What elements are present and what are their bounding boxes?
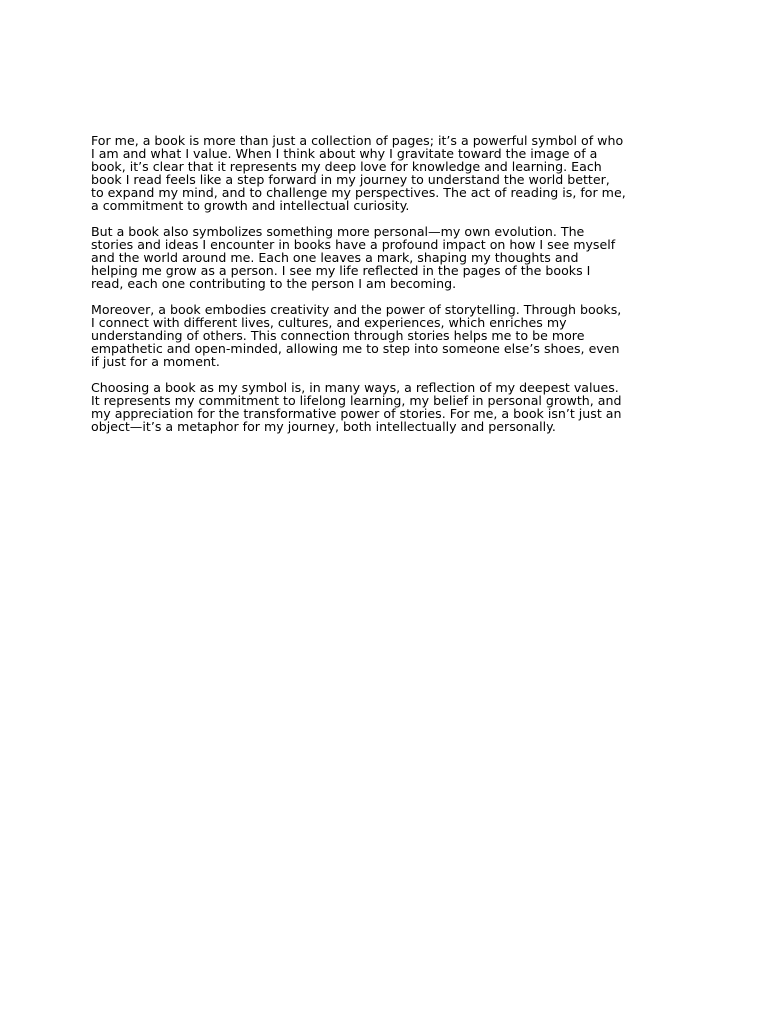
text-line: empathetic and open-minded, allowing me to step into someone else’s shoes, even xyxy=(91,341,620,356)
text-line: understanding of others. This connection through stories helps me to be more xyxy=(91,328,585,343)
text-line: stories and ideas I encounter in books have a profound impact on how I see myself xyxy=(91,237,616,252)
paragraph-4 xyxy=(91,381,691,433)
paragraph-1 xyxy=(91,134,691,212)
text-line: my appreciation for the transformative power of stories. For me, a book isn’t just an xyxy=(91,406,622,421)
text-line: It represents my commitment to lifelong learning, my belief in personal growth, and xyxy=(91,393,622,408)
text-line: book I read feels like a step forward in my journey to understand the world better, xyxy=(91,172,610,187)
text-line: I am and what I value. When I think about why I gravitate toward the image of a xyxy=(91,146,598,161)
text-line: Choosing a book as my symbol is, in many ways, a reflection of my deepest values. xyxy=(91,380,619,395)
text-line: Moreover, a book embodies creativity and the power of storytelling. Through books, xyxy=(91,302,622,317)
text-line: to expand my mind, and to challenge my perspectives. The act of reading is, for me, xyxy=(91,185,626,200)
paragraph-2 xyxy=(91,225,691,290)
document-body xyxy=(91,134,691,446)
text-line: a commitment to growth and intellectual curiosity. xyxy=(91,198,410,213)
text-line: object—it’s a metaphor for my journey, both intellectually and personally. xyxy=(91,419,556,434)
text-line: I connect with different lives, cultures, and experiences, which enriches my xyxy=(91,315,567,330)
text-line: and the world around me. Each one leaves a mark, shaping my thoughts and xyxy=(91,250,579,265)
text-line: read, each one contributing to the person I am becoming. xyxy=(91,276,457,291)
paragraph-3 xyxy=(91,303,691,368)
text-line: But a book also symbolizes something more personal—my own evolution. The xyxy=(91,224,585,239)
text-line: if just for a moment. xyxy=(91,354,220,369)
text-line: For me, a book is more than just a collection of pages; it’s a powerful symbol of who xyxy=(91,133,624,148)
text-line: book, it’s clear that it represents my deep love for knowledge and learning. Each xyxy=(91,159,602,174)
text-line: helping me grow as a person. I see my life reflected in the pages of the books I xyxy=(91,263,591,278)
